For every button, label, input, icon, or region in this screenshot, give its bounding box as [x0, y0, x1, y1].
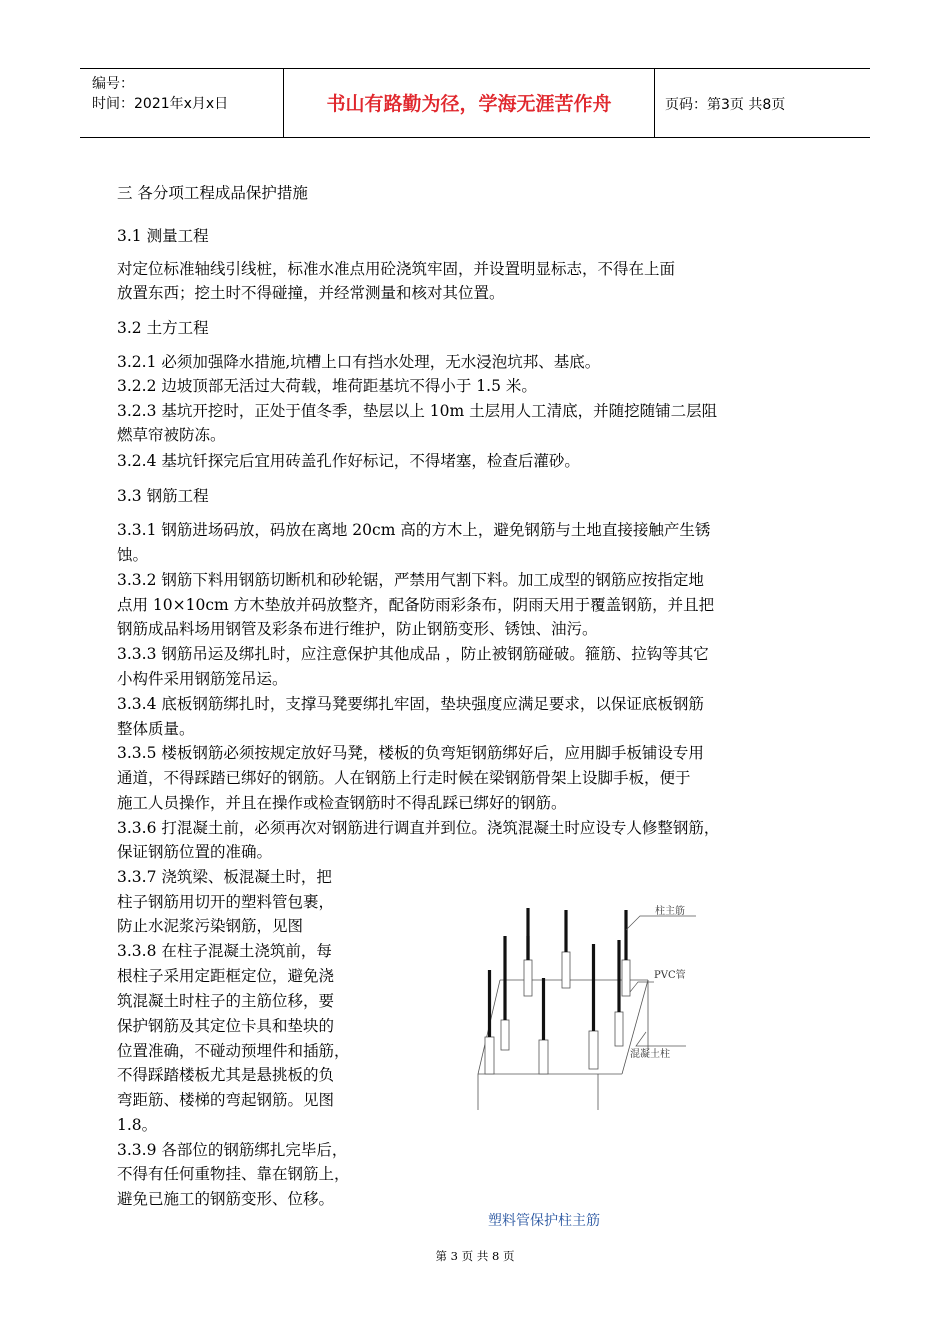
doc-number: 编号： [92, 76, 134, 92]
header-page-cell [655, 69, 870, 137]
paragraph-line: 弯距筋、楼梯的弯起钢筋。见图 [117, 1091, 335, 1109]
paragraph-line: 对定位标准轴线引线桩，标准水准点用砼浇筑牢固，并设置明显标志，不得在上面 [117, 260, 676, 278]
paragraph-line: 3.3.7 浇筑梁、板混凝土时，把 [117, 868, 332, 886]
header-table [80, 68, 870, 138]
subsection-heading: 3.2 土方工程 [117, 319, 209, 337]
header-motto-cell [284, 69, 655, 137]
paragraph-line: 3.3.8 在柱子混凝土浇筑前，每 [117, 942, 332, 960]
paragraph-line: 3.2.4 基坑钎探完后宜用砖盖孔作好标记，不得堵塞，检查后灌砂。 [117, 452, 580, 470]
paragraph-line: 筑混凝土时柱子的主筋位移，要 [117, 992, 335, 1010]
subsection-heading: 3.3 钢筋工程 [117, 487, 209, 505]
paragraph-line: 3.3.2 钢筋下料用钢筋切断机和砂轮锯，严禁用气割下料。加工成型的钢筋应按指定地 [117, 571, 704, 589]
figure-caption: 塑料管保护柱主筋 [488, 1213, 600, 1229]
paragraph-line: 1.8。 [117, 1116, 158, 1134]
paragraph-line: 小构件采用钢筋笼吊运。 [117, 670, 288, 688]
paragraph-line: 3.3.6 打混凝土前，必须再次对钢筋进行调直并到位。浇筑混凝土时应设专人修整钢筋， [117, 819, 720, 837]
subsection-heading: 3.1 测量工程 [117, 227, 209, 245]
paragraph-line: 3.2.1 必须加强降水措施,坑槽上口有挡水处理，无水浸泡坑邦、基底。 [117, 353, 601, 371]
paragraph-line: 不得有任何重物挂、靠在钢筋上， [117, 1165, 350, 1183]
label-pvc: PVC管 [654, 970, 686, 981]
paragraph-line: 柱子钢筋用切开的塑料管包裹， [117, 893, 335, 911]
page-footer: 第 3 页 共 8 页 [435, 1249, 515, 1263]
header-page-info: 页码：第3页 共8页 [665, 97, 786, 113]
paragraph-line: 3.3.3 钢筋吊运及绑扎时，应注意保护其他成品 ，防止被钢筋碰破。箍筋、拉钩等其它 [117, 645, 709, 663]
paragraph-line: 保护钢筋及其定位卡具和垫块的 [117, 1017, 335, 1035]
paragraph-line: 整体质量。 [117, 720, 195, 738]
paragraph-line: 放置东西；挖土时不得碰撞，并经常测量和核对其位置。 [117, 284, 505, 302]
paragraph-line: 位置准确，不碰动预埋件和插筋， [117, 1042, 350, 1060]
label-column: 混凝土柱 [630, 1049, 670, 1060]
paragraph-line: 根柱子采用定距框定位，避免浇 [117, 967, 335, 985]
paragraph-line: 钢筋成品料场用钢管及彩条布进行维护，防止钢筋变形、锈蚀、油污。 [117, 620, 598, 638]
paragraph-line: 3.3.1 钢筋进场码放，码放在离地 20cm 高的方木上，避免钢筋与土地直接接触产生锈 [117, 521, 711, 539]
paragraph-line: 避免已施工的钢筋变形、位移。 [117, 1190, 335, 1208]
paragraph-line: 3.2.2 边坡顶部无活过大荷载，堆荷距基坑不得小于 1.5 米。 [117, 377, 537, 395]
paragraph-line: 施工人员操作，并且在操作或检查钢筋时不得乱踩已绑好的钢筋。 [117, 794, 567, 812]
header-meta-cell [80, 69, 284, 137]
pvc-rebar-figure [468, 900, 718, 1115]
paragraph-line: 保证钢筋位置的准确。 [117, 843, 273, 861]
paragraph-line: 燃草帘被防冻。 [117, 426, 226, 444]
paragraph-line: 点用 10×10cm 方木垫放并码放整齐，配备防雨彩条布，阴雨天用于覆盖钢筋，并且把 [117, 596, 715, 614]
paragraph-line: 3.3.5 楼板钢筋必须按规定放好马凳，楼板的负弯矩钢筋绑好后，应用脚手板铺设专用 [117, 744, 704, 762]
paragraph-line: 通道，不得踩踏已绑好的钢筋。人在钢筋上行走时候在梁钢筋骨架上设脚手板，便于 [117, 769, 691, 787]
section-heading: 三 各分项工程成品保护措施 [117, 184, 308, 202]
paragraph-line: 蚀。 [117, 546, 149, 564]
paragraph-line: 3.3.4 底板钢筋绑扎时，支撑马凳要绑扎牢固，垫块强度应满足要求，以保证底板钢筋 [117, 695, 704, 713]
label-main-bar: 柱主筋 [655, 906, 685, 917]
paragraph-line: 不得踩踏楼板尤其是悬挑板的负 [117, 1066, 335, 1084]
header-motto: 书山有路勤为径，学海无涯苦作舟 [326, 93, 612, 115]
paragraph-line: 防止水泥浆污染钢筋，见图 [117, 917, 304, 935]
doc-time: 时间：2021年x月x日 [92, 96, 229, 112]
paragraph-line: 3.3.9 各部位的钢筋绑扎完毕后， [117, 1141, 348, 1159]
paragraph-line: 3.2.3 基坑开挖时，正处于值冬季，垫层以上 10m 土层用人工清底，并随挖随铺二层阻 [117, 402, 718, 420]
